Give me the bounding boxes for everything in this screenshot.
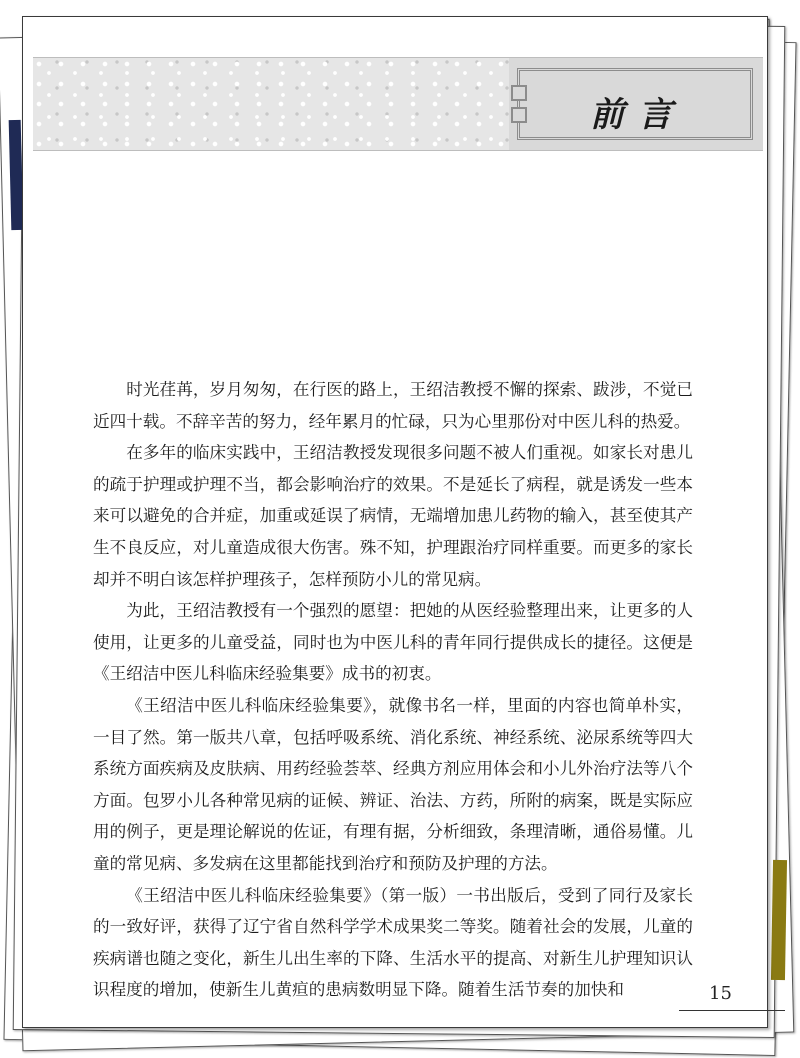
frame-notch bbox=[511, 107, 527, 123]
footer-rule bbox=[679, 1010, 785, 1011]
chapter-header-band bbox=[33, 57, 763, 151]
paragraph: 为此，王绍洁教授有一个强烈的愿望：把她的从医经验整理出来，让更多的人使用，让更多的儿童受益，同时也为中医儿科的青年同行提供成长的捷径。这便是《王绍洁中医儿科临床经验集要》成书的初衷。 bbox=[93, 601, 693, 684]
frame-notch bbox=[511, 85, 527, 101]
title-frame bbox=[517, 68, 753, 140]
page-title: 前言 bbox=[590, 95, 686, 135]
page-number: 15 bbox=[709, 983, 732, 1004]
title-panel bbox=[509, 58, 763, 150]
book-page bbox=[22, 16, 768, 1028]
paragraph: 《王绍洁中医儿科临床经验集要》，就像书名一样，里面的内容也简单朴实，一目了然。第一版共八章，包括呼吸系统、消化系统、神经系统、泌尿系统等四大系统方面疾病及皮肤病、用药经验荟萃、经典方剂应用体会和小儿外治疗法等八个方面。包罗小儿各种常见病的证候、辨证、治法、方药，所附的病案，既是实际应用的例子，更是理论解说的佐证，有理有据，分析细致，条理清晰，通俗易懂。儿童的常见病、多发病在这里都能找到治疗和预防及护理的方法。 bbox=[93, 695, 693, 873]
olive-edge-tab bbox=[771, 860, 787, 980]
paragraph: 时光荏苒，岁月匆匆，在行医的路上，王绍洁教授不懈的探索、跋涉，不觉已近四十载。不辞辛苦的努力，经年累月的忙碌，只为心里那份对中医儿科的热爱。 bbox=[93, 380, 693, 431]
paragraph: 在多年的临床实践中，王绍洁教授发现很多问题不被人们重视。如家长对患儿的疏于护理或护理不当，都会影响治疗的效果。不是延长了病程，就是诱发一些本来可以避免的合并症，加重或延误了病情，无端增加患儿药物的输入，甚至使其产生不良反应，对儿童造成很大伤害。殊不知，护理跟治疗同样重要。而更多的家长却并不明白该怎样护理孩子，怎样预防小儿的常见病。 bbox=[93, 443, 693, 589]
paragraph: 《王绍洁中医儿科临床经验集要》（第一版）一书出版后，受到了同行及家长的一致好评，获得了辽宁省自然科学学术成果奖二等奖。随着社会的发展，儿童的疾病谱也随之变化，新生儿出生率的下降、生活水平的提高、对新生儿护理知识认识程度的增加，使新生儿黄疸的患病数明显下降。随着生活节奏的加快和 bbox=[93, 885, 693, 1000]
body-text bbox=[93, 374, 693, 1006]
